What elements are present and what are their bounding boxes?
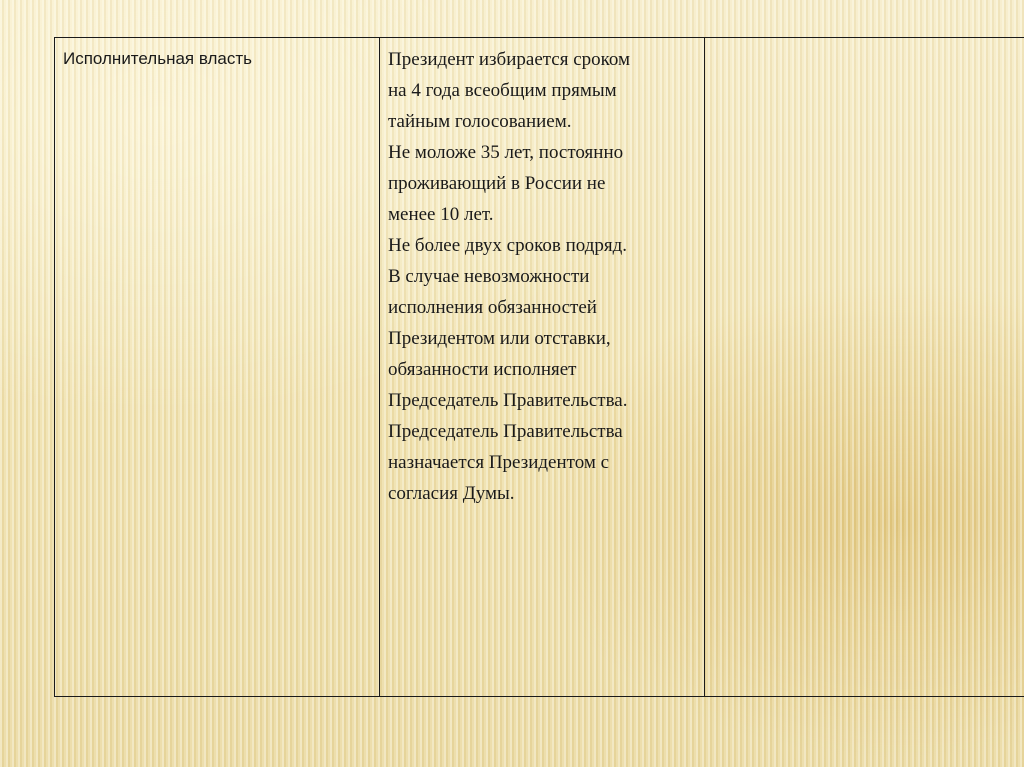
table-row [55,38,1024,697]
description-line: обязанности исполняет [388,359,577,380]
description-text [388,44,696,509]
description-line: проживающий в России не [388,173,606,194]
content-table [54,37,1024,697]
description-line: Президент избирается сроком [388,49,631,70]
description-line: Не моложе 35 лет, постоянно [388,142,624,163]
description-line: Не более двух сроков подряд. [388,235,628,256]
description-line: согласия Думы. [388,483,515,504]
description-line: исполнения обязанностей [388,297,597,318]
table-cell-description [380,38,705,697]
description-line: менее 10 лет. [388,204,494,225]
description-line: назначается Президентом с [388,452,610,473]
description-line: Председатель Правительства [388,421,623,442]
description-line: В случае невозможности [388,266,590,287]
description-line: Председатель Правительства. [388,390,628,411]
description-line: Президентом или отставки, [388,328,611,349]
table-cell-branch [55,38,380,697]
branch-label: Исполнительная власть [63,49,253,68]
description-line: тайным голосованием. [388,111,572,132]
description-line: на 4 года всеобщим прямым [388,80,617,101]
table-cell-empty [705,38,1024,697]
